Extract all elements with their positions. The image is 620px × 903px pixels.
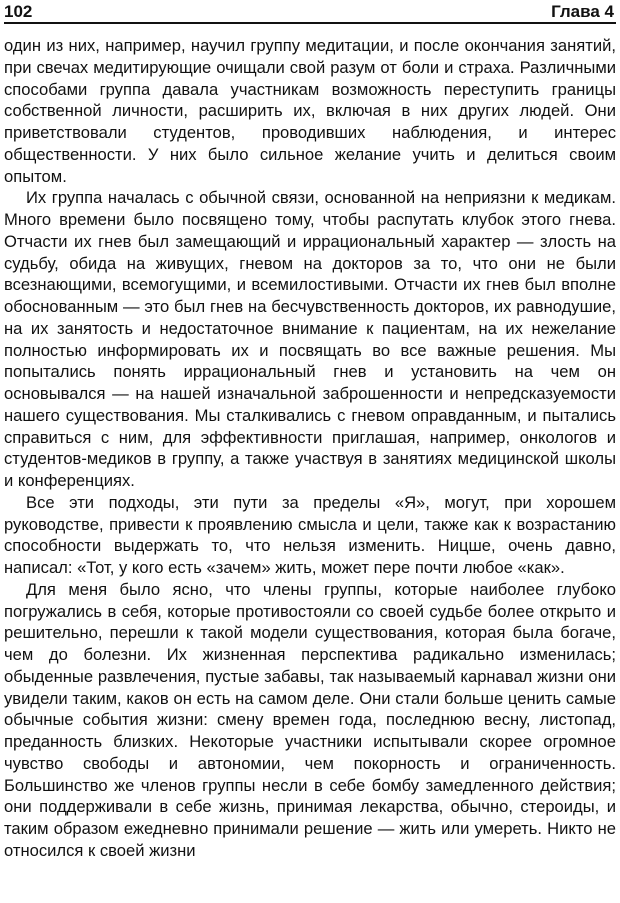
paragraph-beyond-self: Все эти подходы, эти пути за пределы «Я», могут, при хорошем руководстве, привести к проявлению смысла и цели, также как к возрастанию способности выдержать то, что нельзя изменить. Ницше, очень давно, написал: «Тот, у кого есть «зачем» жить, может пере почти любое «как».: [4, 492, 616, 577]
running-head: [4, 0, 616, 24]
chapter-title: Глава 4: [551, 2, 614, 21]
paragraph-group-anger: Их группа началась с обычной связи, основанной на неприязни к медикам. Много времени было посвящено тому, чтобы распутать клубок этого гнева. Отчасти их гнев был замещающий и иррациональный характер — злость на судьбу, обида на живущих, гневом на докторов за то, что они не были всезнающими, всемогущими, и всемилостивыми. Отчасти их гнев был вполне обоснованным — это был гнев на бесчувственность докторов, их равнодушие, на их занятость и недостаточное внимание к пациентам, на их нежелание полностью информировать их и посвящать во все важные решения. Мы попытались понять иррациональный гнев и установить на чем он основывался — на нашей изначальной заброшенности и непредсказуемости нашего существования. Мы сталкивались с гневом оправданным, и пытались справиться с ним, для эффективности приглашая, например, онкологов и студентов-медиков в группу, а также участвуя в занятиях медицинской школы и конференциях.: [4, 188, 616, 490]
paragraph-group-members: Для меня было ясно, что члены группы, которые наиболее глубоко погружались в себя, которые противостояли со своей судьбе более открыто и решительно, перешли к такой модели существования, которая была богаче, чем до болезни. Их жизненная перспектива радикально изменилась; обыденные развлечения, пустые забавы, так называемый карнавал жизни они увидели таким, каков он есть на самом деле. Они стали больше ценить самые обычные события жизни: смену времен года, последнюю весну, листопад, преданность близких. Некоторые участники испытывали скорее огромное чувство свободы и автономии, чем покорность и ограниченность. Большинство же членов группы несли в себе бомбу замедленного действия; они поддерживали в себе жизнь, принимая лекарства, обычно, стероиды, и таким образом ежедневно принимали решение — жить или умереть. Никто не относился к своей жизни: [4, 579, 616, 860]
body-text: [4, 35, 616, 862]
page-number: 102: [4, 2, 33, 21]
paragraph-continuation: один из них, например, научил группу медитации, и после окончания занятий, при свечах медитирующие очищали свой разум от боли и страха. Различными способами группа давала участникам возможность переступить границы собственной личности, расширить их, включая в них других людей. Они приветствовали студентов, проводивших наблюдения, и интерес общественности. У них было сильное желание учить и делиться своим опытом.: [4, 36, 616, 186]
